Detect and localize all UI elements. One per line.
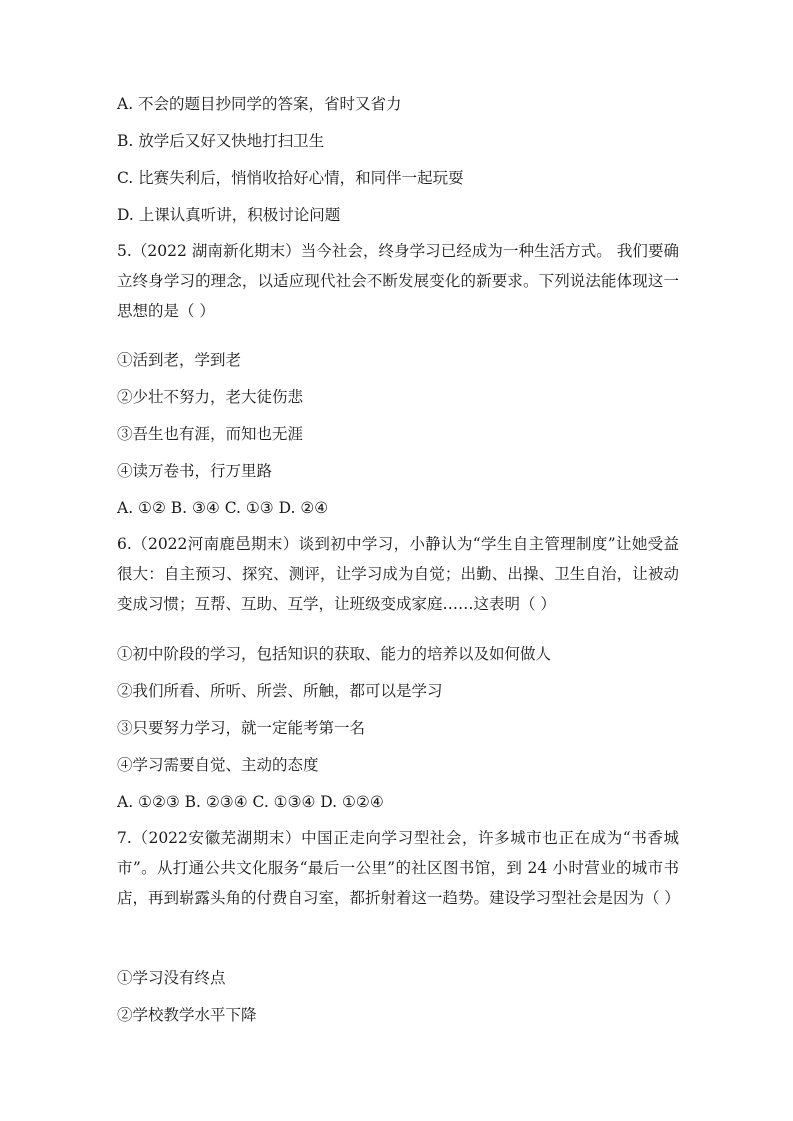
q6-answer-options: A. ①②③ B. ②③④ C. ①③④ D. ①②④: [117, 793, 384, 811]
q5-item-3: ③吾生也有涯，而知也无涯: [117, 425, 304, 443]
q6-item-2: ②我们所看、所听、所尝、所触，都可以是学习: [117, 682, 443, 700]
q5-item-1: ①活到老，学到老: [117, 351, 242, 369]
option-a: A. 不会的题目抄同学的答案，省时又省力: [117, 95, 402, 113]
question-7-stem: 7.（2022安徽芜湖期末）中国正走向学习型社会，许多城市也正在成为“书香城市”。从打通公共文化服务“最后一公里”的社区图书馆，到 24 小时营业的城市书店，再到崭露头角的付费自习室，都折射着这一趋势。建设学习型社会是因为（ ）: [117, 829, 680, 907]
q6-item-3: ③只要努力学习，就一定能考第一名: [117, 719, 366, 737]
option-c: C. 比赛失利后，悄悄收拾好心情，和同伴一起玩耍: [117, 169, 464, 187]
q5-item-2: ②少壮不努力，老大徒伤悲: [117, 388, 304, 406]
q5-answer-options: A. ①② B. ③④ C. ①③ D. ②④: [117, 499, 329, 517]
q7-item-1: ①学习没有终点: [117, 969, 226, 987]
question-5-stem: 5.（2022 湖南新化期末）当今社会，终身学习已经成为一种生活方式。 我们要确立终身学习的理念，以适应现代社会不断发展变化的新要求。下列说法能体现这一思想的是（ ）: [117, 242, 679, 320]
q6-item-1: ①初中阶段的学习，包括知识的获取、能力的培养以及如何做人: [117, 645, 552, 663]
option-b: B. 放学后又好又快地打扫卫生: [117, 132, 325, 150]
q6-item-4: ④学习需要自觉、主动的态度: [117, 756, 319, 774]
question-6-stem: 6.（2022河南鹿邑期末）谈到初中学习，小静认为“学生自主管理制度”让她受益很大：自主预习、探究、测评，让学习成为自觉；出勤、出操、卫生自治，让被动变成习惯；互帮、互助、互学，让班级变成家庭……这表明（ ）: [117, 535, 679, 613]
option-d: D. 上课认真听讲，积极讨论问题: [117, 206, 341, 224]
q5-item-4: ④读万卷书，行万里路: [117, 462, 273, 480]
q7-item-2: ②学校教学水平下降: [117, 1006, 257, 1024]
